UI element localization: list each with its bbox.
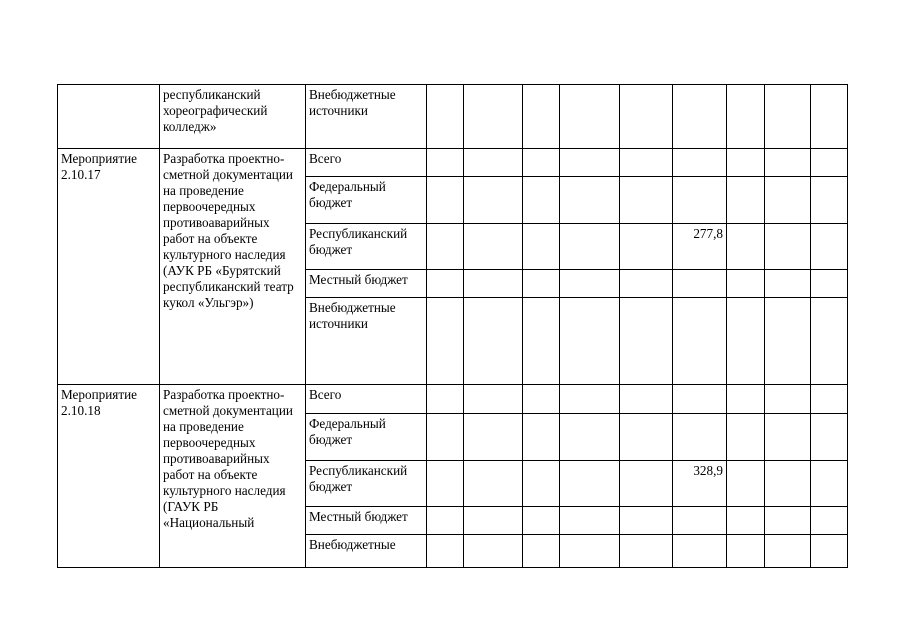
value-cell xyxy=(427,270,464,298)
value-cell xyxy=(727,385,765,414)
funding-source-cell: Всего xyxy=(306,385,427,414)
value-cell xyxy=(560,535,620,568)
value-cell xyxy=(673,535,727,568)
value-cell xyxy=(560,507,620,535)
value-cell xyxy=(464,85,523,149)
event-cell xyxy=(58,85,160,149)
value-cell xyxy=(620,535,673,568)
value-cell xyxy=(620,507,673,535)
funding-source-cell: Местный бюджет xyxy=(306,507,427,535)
value-cell xyxy=(560,385,620,414)
value-cell xyxy=(560,414,620,461)
value-cell xyxy=(811,85,848,149)
value-cell xyxy=(560,177,620,224)
value-cell xyxy=(523,507,560,535)
event-cell: Мероприятие 2.10.18 xyxy=(58,385,160,568)
value-cell xyxy=(811,507,848,535)
value-cell xyxy=(620,224,673,270)
value-cell xyxy=(727,507,765,535)
value-cell xyxy=(620,270,673,298)
value-cell xyxy=(673,507,727,535)
value-cell xyxy=(427,385,464,414)
value-cell xyxy=(464,414,523,461)
value-cell xyxy=(811,414,848,461)
value-cell xyxy=(727,149,765,177)
value-cell xyxy=(811,270,848,298)
value-cell xyxy=(427,177,464,224)
event-cell: Мероприятие 2.10.17 xyxy=(58,149,160,385)
value-cell xyxy=(765,149,811,177)
funding-source-cell: Федеральный бюджет xyxy=(306,177,427,224)
value-cell xyxy=(765,270,811,298)
value-cell xyxy=(427,298,464,385)
value-cell xyxy=(673,149,727,177)
value-cell xyxy=(673,414,727,461)
value-cell xyxy=(673,177,727,224)
value-cell xyxy=(464,298,523,385)
value-cell xyxy=(811,535,848,568)
funding-source-cell: Внебюджетные источники xyxy=(306,85,427,149)
value-cell xyxy=(523,414,560,461)
funding-source-cell: Республиканский бюджет xyxy=(306,224,427,270)
description-cell: Разработка проектно-сметной документации на проведение первоочередных противоаварийных работ на объекте культурного наследия (АУК РБ «Бурятский республиканский театр кукол «Ульгэр») xyxy=(160,149,306,385)
value-cell xyxy=(427,535,464,568)
value-cell xyxy=(464,461,523,507)
value-cell xyxy=(464,149,523,177)
funding-source-cell: Местный бюджет xyxy=(306,270,427,298)
value-cell xyxy=(811,224,848,270)
table-row xyxy=(58,385,848,414)
funding-source-cell: Внебюджетные xyxy=(306,535,427,568)
funding-source-cell: Всего xyxy=(306,149,427,177)
value-cell xyxy=(523,149,560,177)
value-cell xyxy=(427,507,464,535)
value-cell xyxy=(765,177,811,224)
value-cell xyxy=(765,85,811,149)
value-cell xyxy=(765,385,811,414)
value-cell xyxy=(464,385,523,414)
value-cell xyxy=(727,177,765,224)
value-cell xyxy=(620,298,673,385)
value-cell xyxy=(620,461,673,507)
budget-table xyxy=(57,84,848,568)
value-cell xyxy=(727,414,765,461)
funding-source-cell: Республиканский бюджет xyxy=(306,461,427,507)
value-cell xyxy=(765,507,811,535)
value-cell xyxy=(523,535,560,568)
value-cell xyxy=(464,535,523,568)
value-cell xyxy=(523,224,560,270)
description-cell: Разработка проектно-сметной документации на проведение первоочередных противоаварийных работ на объекте культурного наследия (ГАУК РБ «Национальный xyxy=(160,385,306,568)
value-cell: 277,8 xyxy=(673,224,727,270)
value-cell xyxy=(560,270,620,298)
value-cell xyxy=(427,85,464,149)
value-cell xyxy=(620,149,673,177)
value-cell xyxy=(620,85,673,149)
value-cell xyxy=(560,149,620,177)
value-cell xyxy=(811,385,848,414)
value-cell xyxy=(523,270,560,298)
value-cell xyxy=(523,85,560,149)
value-cell xyxy=(765,461,811,507)
value-cell xyxy=(673,85,727,149)
value-cell xyxy=(620,414,673,461)
value-cell xyxy=(673,298,727,385)
value-cell xyxy=(727,270,765,298)
value-cell xyxy=(560,85,620,149)
description-cell: республиканский хореографический колледж» xyxy=(160,85,306,149)
value-cell xyxy=(560,461,620,507)
value-cell xyxy=(427,461,464,507)
value-cell xyxy=(427,224,464,270)
value-cell xyxy=(620,177,673,224)
value-cell xyxy=(811,298,848,385)
value-cell xyxy=(523,385,560,414)
value-cell xyxy=(427,149,464,177)
value-cell: 328,9 xyxy=(673,461,727,507)
value-cell xyxy=(560,298,620,385)
value-cell xyxy=(560,224,620,270)
value-cell xyxy=(523,298,560,385)
value-cell xyxy=(765,535,811,568)
value-cell xyxy=(811,149,848,177)
value-cell xyxy=(464,177,523,224)
table-row xyxy=(58,85,848,149)
value-cell xyxy=(620,385,673,414)
value-cell xyxy=(727,85,765,149)
value-cell xyxy=(673,270,727,298)
value-cell xyxy=(765,298,811,385)
value-cell xyxy=(464,224,523,270)
value-cell xyxy=(765,224,811,270)
table-row xyxy=(58,149,848,177)
value-cell xyxy=(727,298,765,385)
value-cell xyxy=(673,385,727,414)
funding-source-cell: Федеральный бюджет xyxy=(306,414,427,461)
value-cell xyxy=(523,461,560,507)
value-cell xyxy=(727,224,765,270)
value-cell xyxy=(523,177,560,224)
value-cell xyxy=(464,270,523,298)
value-cell xyxy=(811,177,848,224)
value-cell xyxy=(727,461,765,507)
value-cell xyxy=(811,461,848,507)
value-cell xyxy=(464,507,523,535)
value-cell xyxy=(765,414,811,461)
funding-source-cell: Внебюджетные источники xyxy=(306,298,427,385)
value-cell xyxy=(727,535,765,568)
value-cell xyxy=(427,414,464,461)
